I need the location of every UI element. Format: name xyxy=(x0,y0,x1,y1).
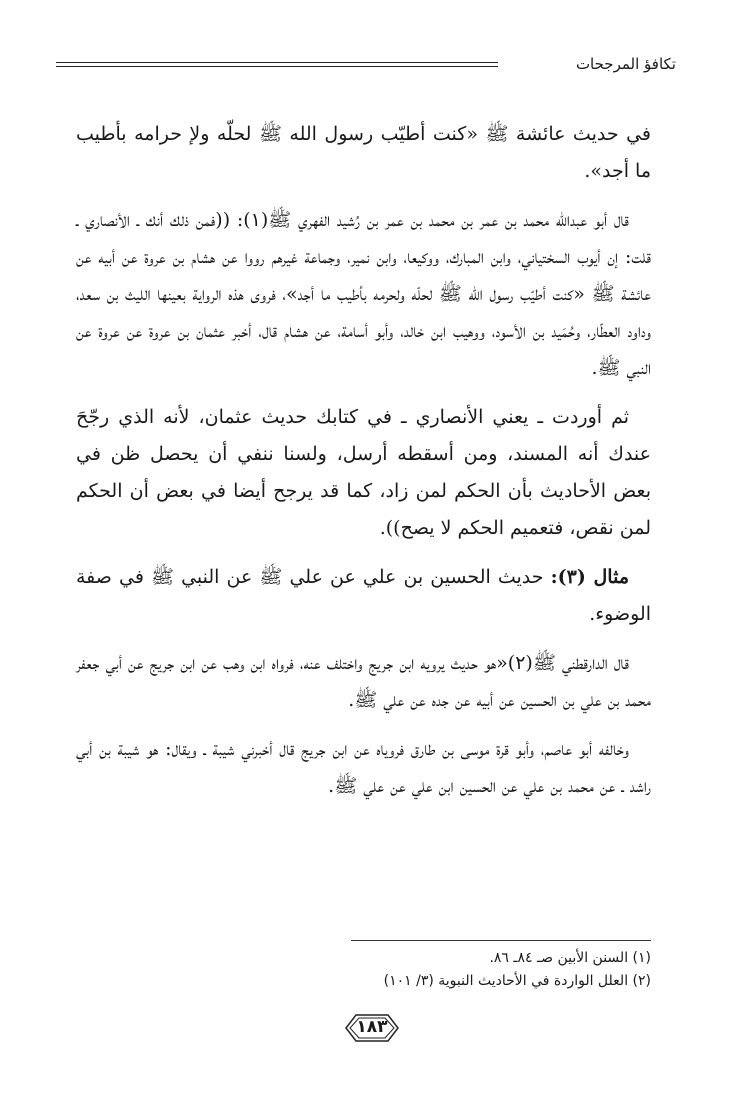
header-rule xyxy=(56,62,498,67)
paragraph-1: في حديث عائشة ﷺ «كنت أطيّب رسول الله ﷺ لحلّه ولإ حرامه بأطيب ما أجد». xyxy=(76,123,651,182)
page-number-text: ١٨٣ xyxy=(356,1017,388,1037)
page-number xyxy=(344,1013,400,1043)
paragraph-3: ثم أوردت ـ يعني الأنصاري ـ في كتابك حديث عثمان، لأنه الذي رجّحَ عندك أنه المسند، ومن أسقطه أرسل، ولسنا ننفي أن يحصل ظن في بعض الأحاديث بأن الحكم لمن زاد، كما قد يرجح أيضا في بعض أن الحكم لمن نقص، فتعميم الحكم لا يصح)). xyxy=(76,406,651,539)
example-label: مثال (٣): xyxy=(550,566,630,588)
main-text xyxy=(76,116,651,817)
running-header-title: تكافؤ المرجحات xyxy=(568,54,676,74)
footnote-rule xyxy=(351,940,651,941)
header-dash xyxy=(56,62,86,67)
paragraph-6: وخالفه أبو عاصم، وأبو قرة موسى بن طارق فروياه عن ابن جريج قال أخبرني شيبة ـ ويقال: هو شيبة بن أبي راشد ـ عن محمد بن علي عن الحسين ابن علي عن علي ﷺ. xyxy=(76,738,651,797)
footnotes xyxy=(76,940,651,993)
paragraph-4 xyxy=(76,559,651,633)
example-text: حديث الحسين بن علي عن علي ﷺ عن النبي ﷺ في صفة الوضوء. xyxy=(76,566,651,625)
footnote-1: (١) السنن الأبين صـ ٨٤ـ ٨٦. xyxy=(489,950,651,966)
paragraph-2: قال أبو عبدالله محمد بن عمر بن محمد بن عمر بن رُشيد الفهري ﷺ(١): ((فمن ذلك أنك ـ الأنصاري ـ قلت: إن أيوب السختياني، وابن المبارك، ووكيعا، وابن نمير، وجماعة غيرهم رووا عن هشام بن عروة عن أبيه عن عائشة ﷺ «كنت أطيّب رسول الله ﷺ لحلّه ولحرمه بأطيب ما أجد»، فروى هذه الرواية بعينها الليث بن سعد، وداود العطّار، وحُمَيد بن الأسود، ووهيب ابن خالد، وأبو أسامة، عن هشام قال، أخبر عثمان بن عروة عن عروة عن النبي ﷺ. xyxy=(76,209,651,379)
paragraph-5: قال الدارقطني ﷺ(٢)«هو حديث يرويه ابن جريج واختلف عنه، فرواه ابن وهب عن ابن جريج عن أبي جعفر محمد بن علي بن الحسين عن أبيه عن جده عن علي ﷺ. xyxy=(76,652,651,711)
running-header xyxy=(56,54,676,74)
footnote-2: (٢) العلل الواردة في الأحاديث النبوية (٣/ ١٠١) xyxy=(383,973,651,989)
